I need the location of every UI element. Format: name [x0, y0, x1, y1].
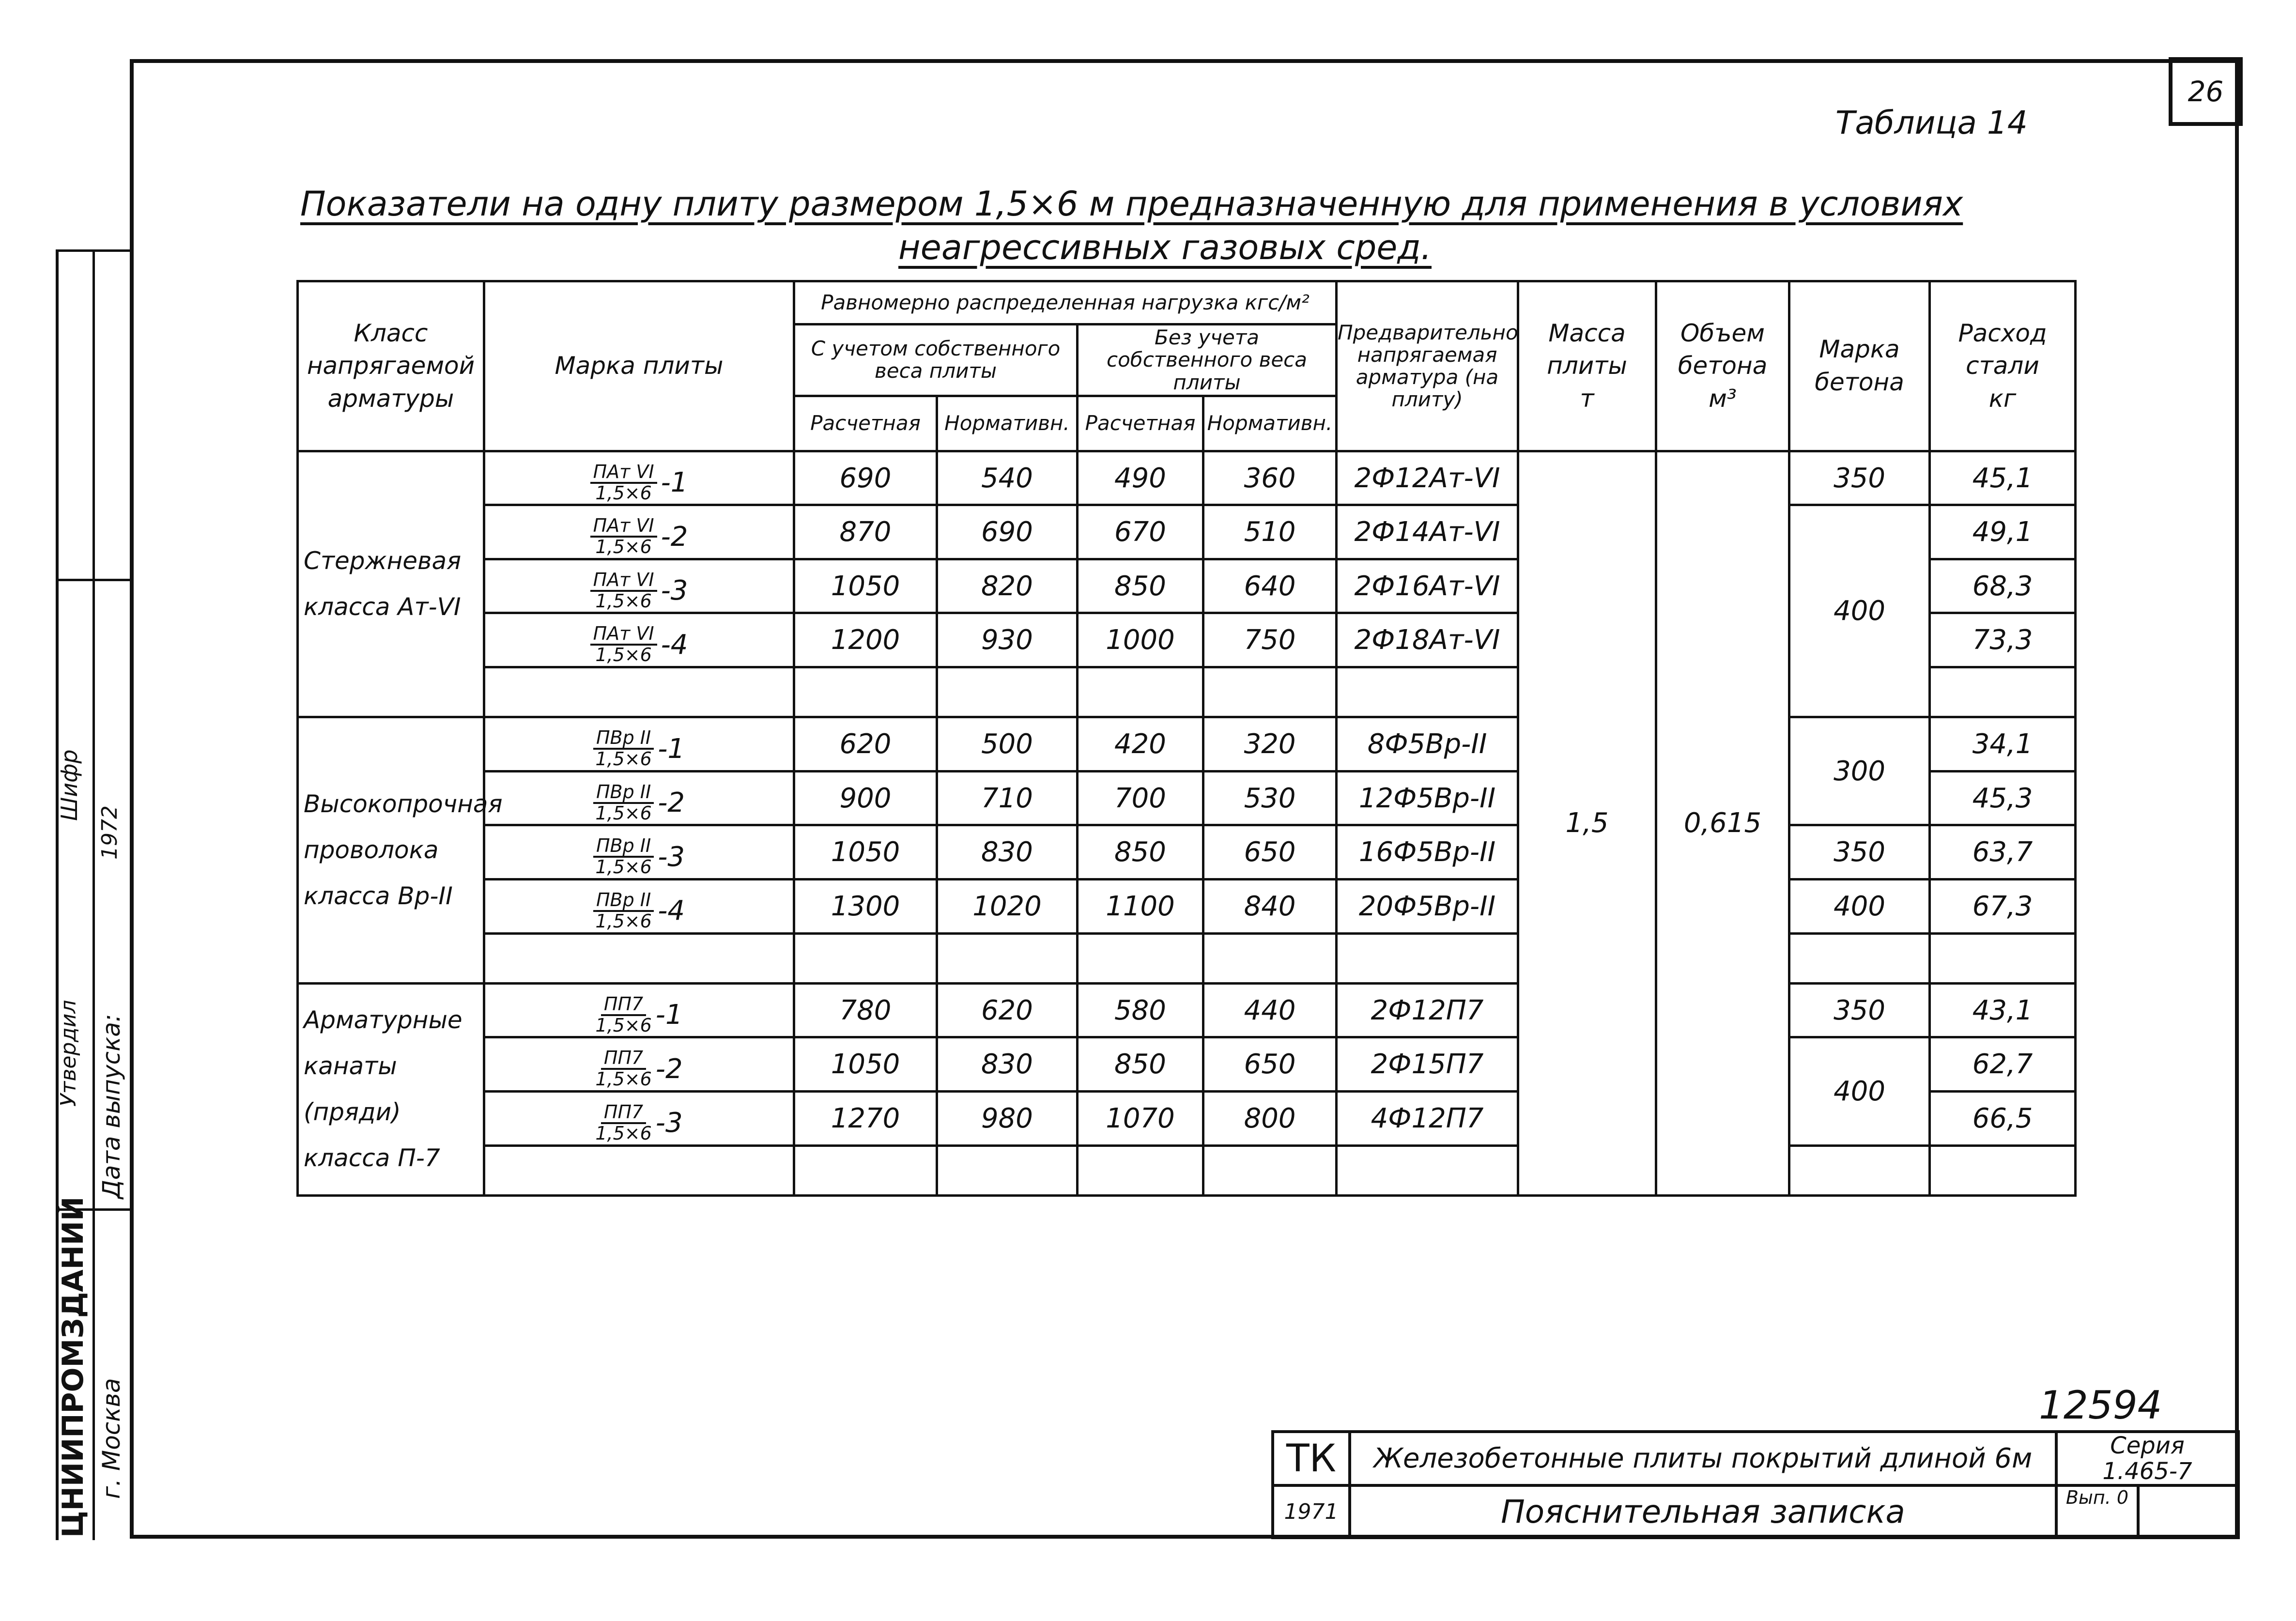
- mark-denominator: 1,5×6: [595, 1014, 652, 1036]
- class-line: проволока: [304, 836, 439, 865]
- class-line: Высокопрочная: [304, 790, 503, 818]
- class-line: класса П-7: [304, 1144, 440, 1173]
- load-cell: 830: [937, 825, 1078, 880]
- header-steel-unit: кг: [1988, 384, 2017, 413]
- title-block-tk: ТК: [1271, 1430, 1351, 1487]
- steel-cell: 62,7: [1930, 1037, 2076, 1092]
- title-block-series: [2055, 1430, 2240, 1487]
- header-volume: [1656, 281, 1789, 451]
- arm-cell: 8Ф5Вр-II: [1337, 717, 1518, 772]
- concrete-cell: 300: [1789, 717, 1930, 825]
- header-steel-label: Расход стали: [1958, 319, 2047, 380]
- header-mass: [1518, 281, 1656, 451]
- header-marka: Марка плиты: [484, 281, 794, 451]
- table-title-line-2: неагрессивных газовых сред.: [898, 228, 1432, 267]
- load-cell: 700: [1078, 771, 1203, 825]
- mark-cell: [484, 1091, 794, 1145]
- steel-cell: 34,1: [1930, 717, 2076, 772]
- load-cell: 690: [937, 505, 1078, 559]
- steel-cell: 63,7: [1930, 825, 2076, 880]
- mark-numerator: ПAт VI: [590, 463, 657, 484]
- concrete-cell: 400: [1789, 1037, 1930, 1145]
- load-cell: 440: [1203, 983, 1337, 1037]
- class-line: Стержневая: [304, 547, 462, 575]
- load-cell: 320: [1203, 717, 1337, 772]
- arm-cell: 2Ф16Aт-VI: [1337, 559, 1518, 613]
- load-cell: 840: [1203, 880, 1337, 934]
- table-row: [298, 880, 2076, 934]
- header-raschetnaya-1: Расчетная: [794, 396, 937, 451]
- mark-cell: [484, 451, 794, 505]
- mark-cell: [484, 983, 794, 1037]
- load-cell: 930: [937, 613, 1078, 667]
- class-cell-group-2: [298, 717, 503, 984]
- mark-cell: [484, 717, 794, 772]
- mark-cell: [484, 505, 794, 559]
- concrete-cell: 350: [1789, 983, 1930, 1037]
- arm-cell: 12Ф5Вр-II: [1337, 771, 1518, 825]
- mark-cell: [484, 825, 794, 880]
- mark-cell: [484, 771, 794, 825]
- class-cell-group-1: [298, 451, 484, 717]
- strip-divider: [92, 249, 95, 1540]
- load-cell: 1050: [794, 559, 937, 613]
- load-cell: 710: [937, 771, 1078, 825]
- load-cell: 820: [937, 559, 1078, 613]
- table-row: [298, 451, 2076, 505]
- side-stamp: [56, 249, 131, 1540]
- strip-divider: [59, 249, 131, 252]
- steel-cell: 45,3: [1930, 771, 2076, 825]
- title-block-empty: [2137, 1484, 2240, 1539]
- load-cell: 540: [937, 451, 1078, 505]
- load-cell: 780: [794, 983, 937, 1037]
- steel-cell: 67,3: [1930, 880, 2076, 934]
- mark-suffix: -2: [661, 521, 688, 553]
- header-concrete: Марка бетона: [1789, 281, 1930, 451]
- mark-numerator: ПAт VI: [590, 571, 657, 592]
- mark-numerator: ПВр II: [593, 836, 654, 858]
- table-title-line-1: Показатели на одну плиту размером 1,5×6 м предназначенную для применения в условиях: [300, 184, 1963, 224]
- header-volume-unit: м³: [1709, 384, 1737, 413]
- mark-numerator: ПВр II: [593, 891, 654, 912]
- header-normativnaya-2: Нормативн.: [1203, 396, 1337, 451]
- mark-denominator: 1,5×6: [595, 910, 652, 932]
- load-cell: 650: [1203, 1037, 1337, 1092]
- header-normativnaya-1: Нормативн.: [937, 396, 1078, 451]
- mark-denominator: 1,5×6: [595, 802, 652, 824]
- side-stamp-code: Шифр: [56, 749, 82, 821]
- header-raschetnaya-2: Расчетная: [1078, 396, 1203, 451]
- header-mass-unit: т: [1580, 384, 1594, 413]
- concrete-cell: 350: [1789, 451, 1930, 505]
- load-cell: 360: [1203, 451, 1337, 505]
- class-line: Арматурные: [304, 1006, 462, 1034]
- mark-suffix: -4: [661, 629, 688, 661]
- load-cell: 900: [794, 771, 937, 825]
- load-cell: 650: [1203, 825, 1337, 880]
- mark-suffix: -3: [655, 1107, 683, 1139]
- header-with-weight: С учетом собственного веса плиты: [794, 324, 1078, 396]
- mark-numerator: ПП7: [601, 995, 646, 1016]
- class-line: канаты (пряди): [304, 1052, 401, 1127]
- load-cell: 530: [1203, 771, 1337, 825]
- mark-suffix: -3: [658, 841, 685, 873]
- mark-numerator: ПВр II: [593, 783, 654, 804]
- mark-suffix: -3: [661, 575, 688, 607]
- indicators-table: [296, 280, 2077, 1197]
- header-mass-label: Масса плиты: [1547, 319, 1627, 380]
- mark-denominator: 1,5×6: [595, 590, 652, 612]
- steel-cell: 68,3: [1930, 559, 2076, 613]
- header-prestress: Предварительно напрягаемая арматура (на плиту): [1337, 281, 1518, 451]
- mark-numerator: ПП7: [601, 1103, 646, 1124]
- load-cell: 1270: [794, 1091, 937, 1145]
- mark-denominator: 1,5×6: [595, 482, 652, 504]
- side-stamp-org: ЦНИИПРОМЗДАНИЙ: [56, 1196, 90, 1538]
- load-cell: 1070: [1078, 1091, 1203, 1145]
- load-cell: 1020: [937, 880, 1078, 934]
- side-stamp-date-value: 1972: [97, 805, 122, 860]
- side-stamp-date-label: Дата выпуска:: [97, 1014, 125, 1199]
- table-row-empty: [298, 1145, 2076, 1195]
- table-row: [298, 505, 2076, 559]
- arm-cell: 2Ф18Aт-VI: [1337, 613, 1518, 667]
- concrete-cell: 350: [1789, 825, 1930, 880]
- side-stamp-city: г. Москва: [97, 1378, 125, 1499]
- mark-numerator: ПAт VI: [590, 624, 657, 646]
- table-row-empty: [298, 933, 2076, 983]
- load-cell: 750: [1203, 613, 1337, 667]
- mark-denominator: 1,5×6: [595, 1068, 652, 1090]
- load-cell: 620: [937, 983, 1078, 1037]
- mark-cell: [484, 880, 794, 934]
- load-cell: 1050: [794, 1037, 937, 1092]
- table-row: [298, 1037, 2076, 1092]
- drawing-number: 12594: [2039, 1383, 2162, 1428]
- title-block-sheet-title: Пояснительная записка: [1348, 1484, 2058, 1539]
- volume-cell: 0,615: [1656, 451, 1789, 1195]
- title-block-issue: Вып. 0: [2055, 1484, 2140, 1539]
- arm-cell: 16Ф5Вр-II: [1337, 825, 1518, 880]
- load-cell: 640: [1203, 559, 1337, 613]
- arm-cell: 2Ф15П7: [1337, 1037, 1518, 1092]
- mark-denominator: 1,5×6: [595, 748, 652, 770]
- load-cell: 850: [1078, 559, 1203, 613]
- series-value: 1.465-7: [2102, 1457, 2192, 1485]
- mark-suffix: -1: [661, 467, 688, 499]
- arm-cell: 2Ф12П7: [1337, 983, 1518, 1037]
- load-cell: 850: [1078, 825, 1203, 880]
- mark-cell: [484, 1037, 794, 1092]
- concrete-cell: 400: [1789, 505, 1930, 717]
- arm-cell: 2Ф12Aт-VI: [1337, 451, 1518, 505]
- load-cell: 670: [1078, 505, 1203, 559]
- load-cell: 1050: [794, 825, 937, 880]
- mass-cell: 1,5: [1518, 451, 1656, 1195]
- mark-numerator: ПAт VI: [590, 516, 657, 538]
- load-cell: 980: [937, 1091, 1078, 1145]
- mark-suffix: -1: [658, 733, 685, 765]
- header-without-weight: Без учета собственного веса плиты: [1078, 324, 1337, 396]
- table-row: [298, 983, 2076, 1037]
- title-block: [1271, 1430, 2240, 1539]
- load-cell: 1300: [794, 880, 937, 934]
- steel-cell: 73,3: [1930, 613, 2076, 667]
- mark-suffix: -4: [658, 895, 685, 927]
- load-cell: 830: [937, 1037, 1078, 1092]
- mark-cell: [484, 613, 794, 667]
- load-cell: 510: [1203, 505, 1337, 559]
- load-cell: 490: [1078, 451, 1203, 505]
- load-cell: 690: [794, 451, 937, 505]
- load-cell: 1200: [794, 613, 937, 667]
- steel-cell: 45,1: [1930, 451, 2076, 505]
- mark-suffix: -2: [655, 1053, 683, 1085]
- title-block-name: Железобетонные плиты покрытий длиной 6м: [1348, 1430, 2058, 1487]
- load-cell: 870: [794, 505, 937, 559]
- page-number: 26: [2169, 57, 2243, 126]
- arm-cell: 20Ф5Вр-II: [1337, 880, 1518, 934]
- table-label: Таблица 14: [1835, 104, 2028, 141]
- class-line: класса Вр-II: [304, 882, 453, 911]
- load-cell: 1100: [1078, 880, 1203, 934]
- arm-cell: 2Ф14Aт-VI: [1337, 505, 1518, 559]
- mark-numerator: ПВр II: [593, 728, 654, 750]
- class-line: класса Aт-VI: [304, 593, 461, 621]
- header-volume-label: Объем бетона: [1678, 319, 1768, 380]
- table-row: [298, 717, 2076, 772]
- concrete-cell: 400: [1789, 880, 1930, 934]
- mark-denominator: 1,5×6: [595, 856, 652, 878]
- mark-denominator: 1,5×6: [595, 536, 652, 558]
- title-block-year: 1971: [1271, 1484, 1351, 1539]
- header-steel: [1930, 281, 2076, 451]
- load-cell: 620: [794, 717, 937, 772]
- mark-suffix: -1: [655, 999, 683, 1031]
- arm-cell: 4Ф12П7: [1337, 1091, 1518, 1145]
- header-load-group: Равномерно распределенная нагрузка кгс/м²: [794, 281, 1337, 324]
- steel-cell: 66,5: [1930, 1091, 2076, 1145]
- series-label: Серия: [2110, 1432, 2185, 1459]
- mark-suffix: -2: [658, 787, 685, 819]
- load-cell: 420: [1078, 717, 1203, 772]
- load-cell: 500: [937, 717, 1078, 772]
- mark-numerator: ПП7: [601, 1049, 646, 1070]
- mark-denominator: 1,5×6: [595, 1122, 652, 1144]
- load-cell: 850: [1078, 1037, 1203, 1092]
- load-cell: 800: [1203, 1091, 1337, 1145]
- load-cell: 1000: [1078, 613, 1203, 667]
- strip-divider: [59, 579, 131, 581]
- steel-cell: 43,1: [1930, 983, 2076, 1037]
- mark-denominator: 1,5×6: [595, 644, 652, 666]
- steel-cell: 49,1: [1930, 505, 2076, 559]
- mark-cell: [484, 559, 794, 613]
- table-row: [298, 825, 2076, 880]
- header-klass: Класс напрягаемой арматуры: [298, 281, 484, 451]
- side-stamp-approved: Утвердил: [56, 1000, 81, 1107]
- class-cell-group-3: [298, 983, 484, 1195]
- load-cell: 580: [1078, 983, 1203, 1037]
